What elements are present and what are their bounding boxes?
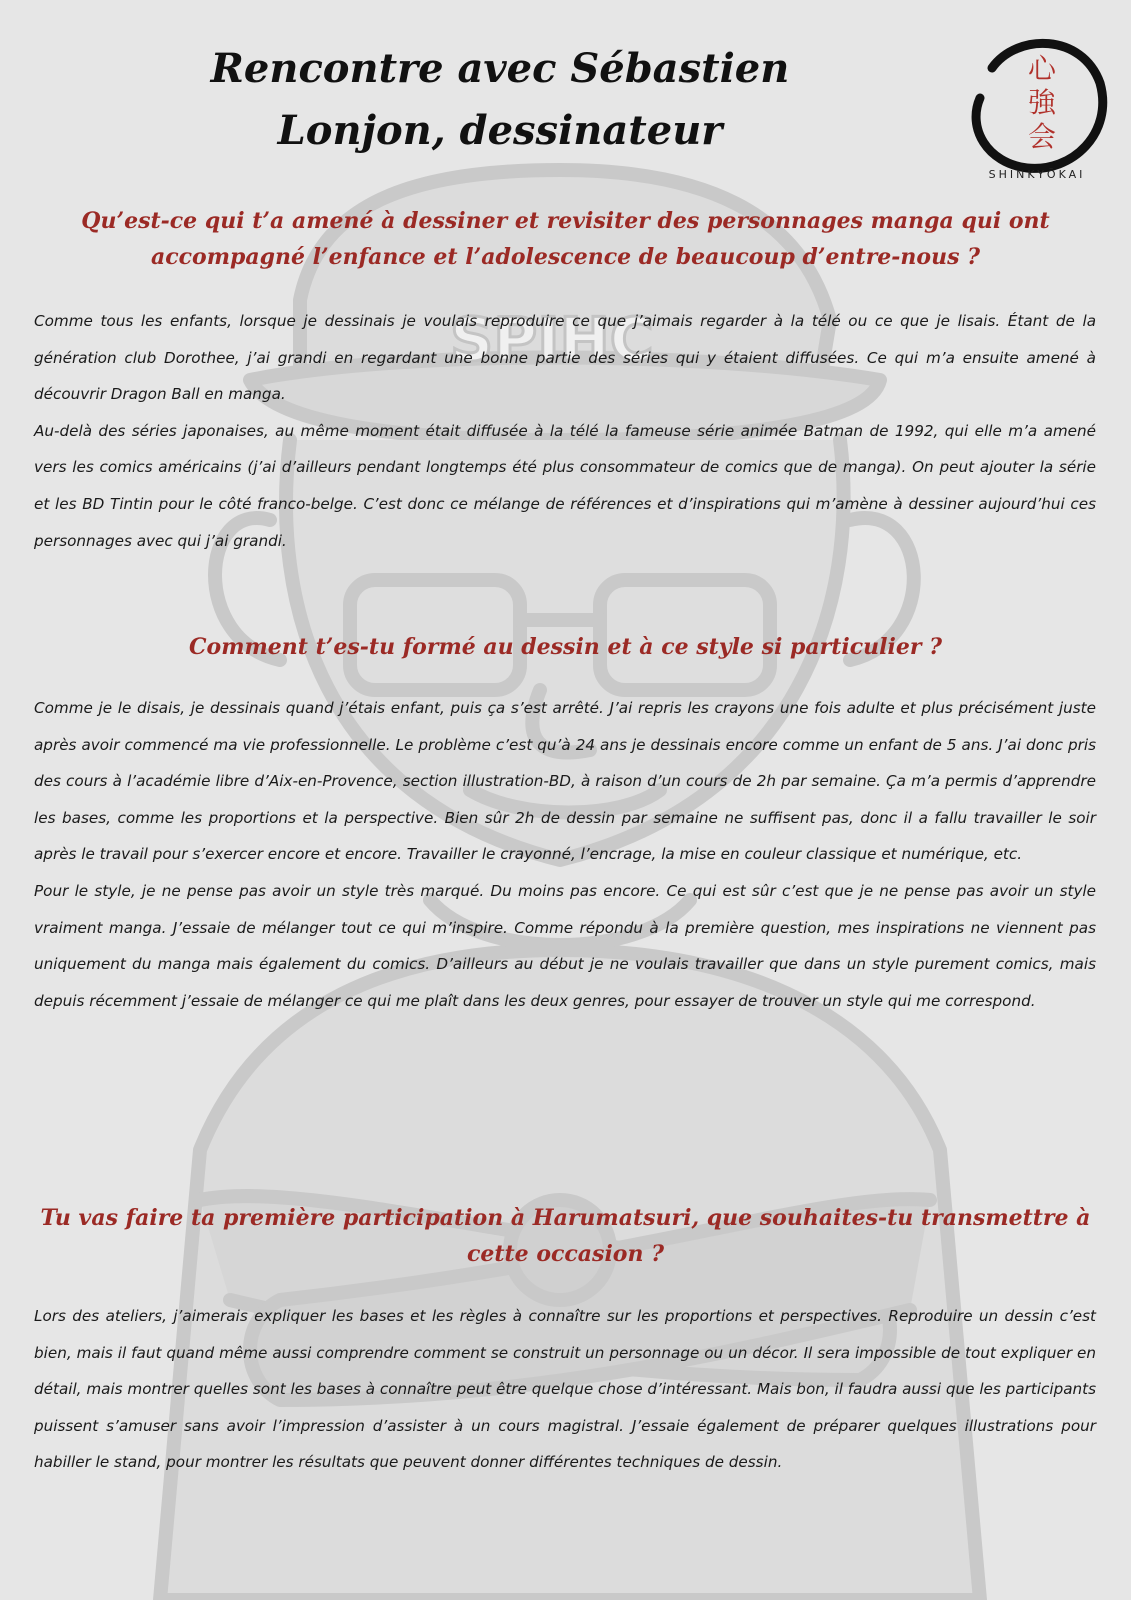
logo-kanji-3: 会 [1027, 120, 1057, 153]
question-2: Comment t’es-tu formé au dessin et à ce style si particulier ? [189, 634, 942, 660]
answer-2-paragraph-1: Comme je le disais, je dessinais quand j’étais enfant, puis ça s’est arrêté. J’ai repris les crayons une fois adulte et plus précisément juste après avoir commencé ma vie professionnelle. Le problème c’est qu’à 24 ans je dessinais encore comme un enfant de 5 ans. J’ai donc pris des cours à l’académie libre d’Aix-en-Provence, section illustration-BD, à raison d’un cours de 2h par semaine. Ça m’a permis d’apprendre les bases, comme les proportions et la perspective. Bien sûr 2h de dessin par semaine ne suffisent pas, donc il a fallu travailler le soir après le travail pour s’exercer encore et encore. Travailler le crayonné, l’encrage, la mise en couleur classique et numérique, etc. [34, 699, 1096, 864]
shinkyokai-logo [962, 18, 1112, 188]
question-3: Tu vas faire ta première participation à Harumatsuri, que souhaites-tu transmettre à cette occasion ? [40, 1205, 1091, 1267]
question-1: Qu’est-ce qui t’a amené à dessiner et revisiter des personnages manga qui ont accompagné l’enfance et l’adolescence de beaucoup d’entre-nous ? [81, 208, 1050, 270]
logo-kanji-1: 心 [1027, 52, 1057, 85]
logo-kanji-2: 強 [1027, 86, 1057, 119]
answer-1-paragraph-2: Au-delà des séries japonaises, au même moment était diffusée à la télé la fameuse série animée Batman de 1992, qui elle m’a amené vers les comics américains (j’ai d’ailleurs pendant longtemps été plus consommateur de comics que de manga). On peut ajouter la série et les BD Tintin pour le côté franco-belge. C’est donc ce mélange de références et d’inspirations qui m’amène à dessiner aujourd’hui ces personnages avec qui j’ai grandi. [34, 421, 1096, 550]
answer-1-paragraph-1: Comme tous les enfants, lorsque je dessinais je voulais reproduire ce que j’aimais regarder à la télé ou ce que je lisais. Étant de la génération club Dorothee, j’ai grandi en regardant une bonne partie des séries qui y étaient diffusées. Ce qui m’a ensuite amené à découvrir Dragon Ball en manga. [34, 312, 1096, 404]
logo-caption: SHINKYŌKAI [988, 168, 1086, 181]
answer-3-paragraph-1: Lors des ateliers, j’aimerais expliquer les bases et les règles à connaître sur les proportions et perspectives. Reproduire un dessin c’est bien, mais il faut quand même aussi comprendre comment se construit un personnage ou un décor. Il sera impossible de tout expliquer en détail, mais montrer quelles sont les bases à connaître peut être quelque chose d’intéressant. Mais bon, il faudra aussi que les participants puissent s’amuser sans avoir l’impression d’assister à un cours magistral. J’essaie également de préparer quelques illustrations pour habiller le stand, pour montrer les résultats que peuvent donner différentes techniques de dessin. [34, 1307, 1097, 1472]
answer-1 [34, 303, 1096, 559]
answer-3 [34, 1298, 1096, 1481]
answer-2 [34, 690, 1096, 1019]
answer-2-paragraph-2: Pour le style, je ne pense pas avoir un style très marqué. Du moins pas encore. Ce qui est sûr c’est que je ne pense pas avoir un style vraiment manga. J’essaie de mélanger tout ce qui m’inspire. Comme répondu à la première question, mes inspirations ne viennent pas uniquement du manga mais également du comics. D’ailleurs au début je ne voulais travailler que dans un style purement comics, mais depuis récemment j’essaie de mélanger ce qui me plaît dans les deux genres, pour essayer de trouver un style qui me correspond. [34, 881, 1096, 1010]
cap-text: SPIHC [450, 305, 654, 375]
page-title: Rencontre avec Sébastien Lonjon, dessinateur [210, 45, 790, 154]
